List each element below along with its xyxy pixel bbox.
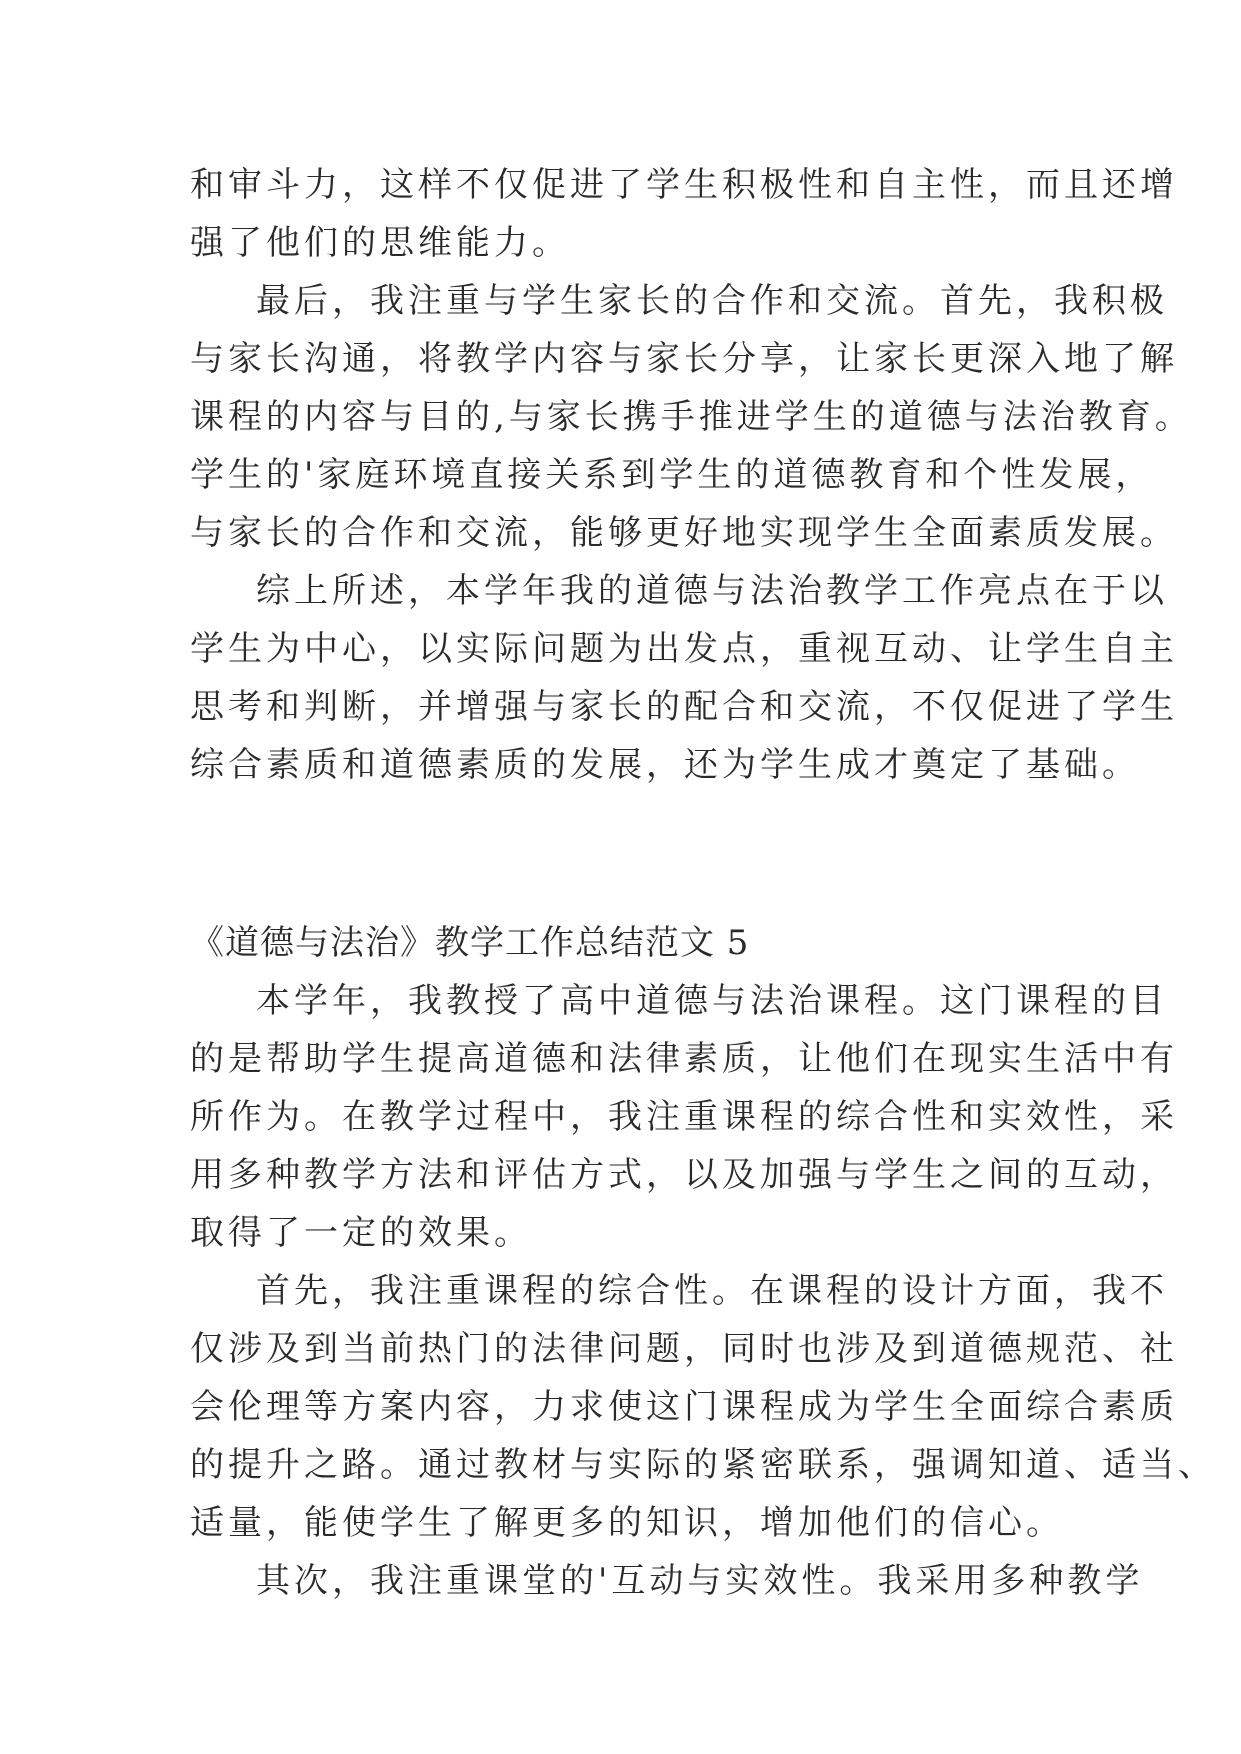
text-line: 适量，能使学生了解更多的知识，增加他们的信心。 xyxy=(190,1503,1064,1543)
text-line: 首先，我注重课程的综合性。在课程的设计方面，我不 xyxy=(256,1271,1168,1311)
text-line: 会伦理等方案内容，力求使这门课程成为学生全面综合素质 xyxy=(190,1387,1178,1427)
text-line: 仅涉及到当前热门的法律问题，同时也涉及到道德规范、社 xyxy=(190,1329,1178,1369)
text-line: 与家长沟通，将教学内容与家长分享，让家长更深入地了解 xyxy=(190,339,1178,379)
document-body xyxy=(190,156,1216,1610)
text-line: 与家长的合作和交流，能够更好地实现学生全面素质发展。 xyxy=(190,513,1178,553)
text-line: 的是帮助学生提高道德和法律素质，让他们在现实生活中有 xyxy=(190,1039,1178,1079)
text-line: 课程的内容与目的,与家长携手推进学生的道德与法治教育。 xyxy=(190,397,1193,437)
text-line: 取得了一定的效果。 xyxy=(190,1213,532,1253)
text-line: 思考和判断，并增强与家长的配合和交流，不仅促进了学生 xyxy=(190,687,1178,727)
text-line: 所作为。在教学过程中，我注重课程的综合性和实效性，采 xyxy=(190,1097,1178,1137)
text-line: 学生的'家庭环境直接关系到学生的道德教育和个性发展， xyxy=(190,455,1154,495)
text-line: 用多种教学方法和评估方式，以及加强与学生之间的互动， xyxy=(190,1155,1178,1195)
text-line: 综合素质和道德素质的发展，还为学生成才奠定了基础。 xyxy=(190,745,1140,785)
text-line: 强了他们的思维能力。 xyxy=(190,223,570,263)
text-line: 学生为中心，以实际问题为出发点，重视互动、让学生自主 xyxy=(190,629,1178,669)
text-line: 的提升之路。通过教材与实际的紧密联系，强调知道、适当、 xyxy=(190,1445,1216,1485)
text-line: 最后，我注重与学生家长的合作和交流。首先，我积极 xyxy=(256,281,1168,321)
section-spacer xyxy=(190,794,1070,914)
text-line: 其次，我注重课堂的'互动与实效性。我采用多种教学 xyxy=(256,1561,1144,1601)
text-line: 综上所述，本学年我的道德与法治教学工作亮点在于以 xyxy=(256,571,1168,611)
section-heading: 《道德与法治》教学工作总结范文 5 xyxy=(190,923,750,963)
text-line: 和审斗力，这样不仅促进了学生积极性和自主性，而且还增 xyxy=(190,165,1178,205)
text-line: 本学年，我教授了高中道德与法治课程。这门课程的目 xyxy=(256,981,1168,1021)
